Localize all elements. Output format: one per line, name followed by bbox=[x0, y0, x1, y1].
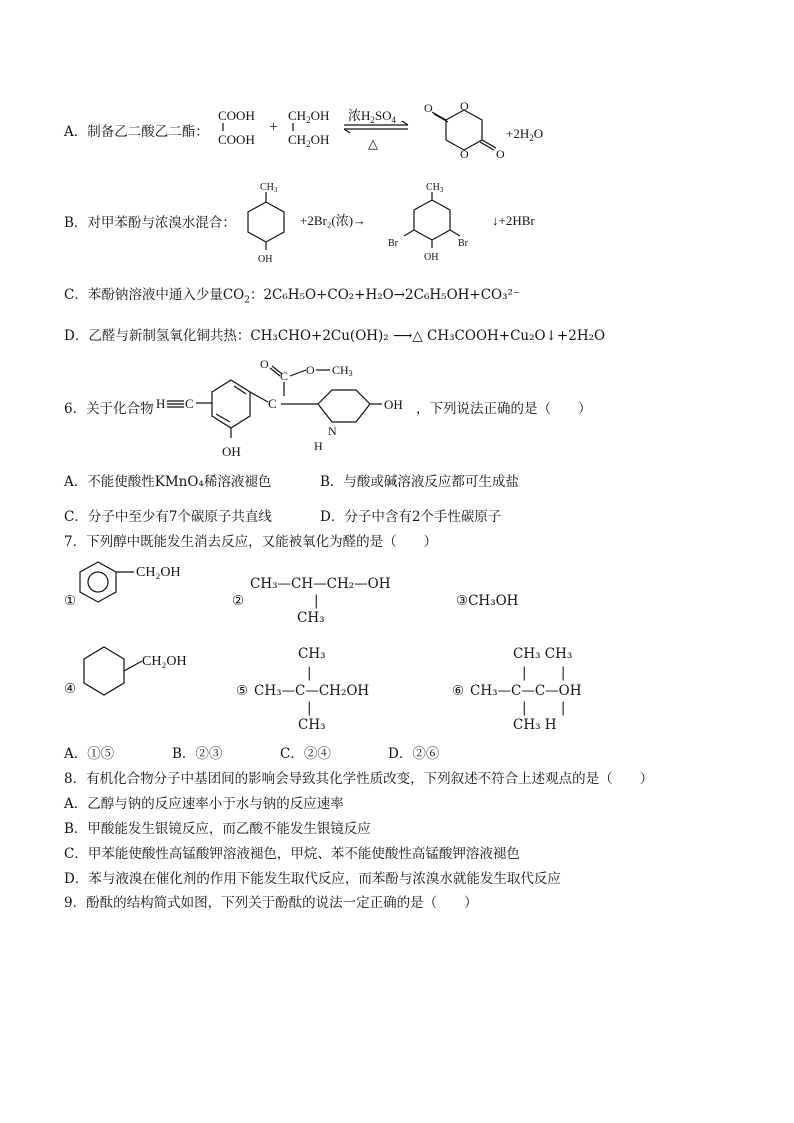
svg-text:OH: OH bbox=[258, 254, 273, 265]
q7-item-6-bond-bot: | | bbox=[522, 700, 566, 716]
svg-text:H: H bbox=[314, 439, 323, 453]
q7-item-1-benzyl-alcohol bbox=[76, 558, 216, 608]
svg-text:+2H2O: $+2H_2O$ bbox=[506, 126, 544, 143]
q7-item-6-num: ⑥ bbox=[452, 683, 465, 699]
svg-text:浓H2SO4: 浓$H_2SO_4$ bbox=[348, 108, 397, 125]
q7-item-5-bond-top: | bbox=[307, 665, 312, 681]
svg-text:C: C bbox=[280, 369, 289, 383]
q7-item-4-cyclohexylmethanol bbox=[80, 645, 220, 701]
q7-item-5-num: ⑤ bbox=[236, 683, 249, 699]
q5-option-b-label: B．对甲苯酚与浓溴水混合： bbox=[64, 215, 236, 231]
q8-option-c: C．甲苯能使酸性高锰酸钾溶液褪色，甲烷、苯不能使酸性高锰酸钾溶液褪色 bbox=[64, 846, 520, 862]
q8-option-a: A．乙醇与钠的反应速率小于水与钠的反应速率 bbox=[64, 796, 344, 812]
q7-item-5-top: CH₃ bbox=[298, 646, 326, 662]
svg-text:C: C bbox=[268, 396, 277, 411]
svg-text:C: C bbox=[185, 396, 194, 411]
q7-item-5-mid: CH₃—C—CH₂OH bbox=[254, 683, 370, 699]
q7-item-2-main: CH₃—CH—CH₂—OH bbox=[250, 576, 391, 592]
q8-stem: 8．有机化合物分子中基团间的影响会导致其化学性质改变，下列叙述不符合上述观点的是（ ） bbox=[64, 771, 654, 787]
svg-text:CH3: $CH_3$ bbox=[426, 182, 444, 194]
svg-text:O: O bbox=[260, 357, 269, 371]
q8-option-d: D．苯与液溴在催化剂的作用下能发生取代反应，而苯酚与浓溴水就能发生取代反应 bbox=[64, 871, 561, 887]
q7-item-2-num: ② bbox=[232, 593, 245, 609]
q7-item-6-mid: CH₃—C—C—OH bbox=[470, 683, 582, 699]
q6-option-d: D．分子中含有2个手性碳原子 bbox=[320, 509, 502, 525]
svg-text:+2Br₂(浓)→: +2Br₂(浓)→ bbox=[300, 213, 367, 228]
svg-text:CH3: CH3 bbox=[332, 363, 353, 378]
q7-option-a: A．①⑤ bbox=[64, 746, 115, 762]
oxalic-cooh-bottom: COOH bbox=[218, 132, 255, 147]
q7-item-5-bot: CH₃ bbox=[298, 717, 326, 733]
q6-stem-prefix: 6．关于化合物 bbox=[64, 401, 154, 417]
q7-item-6-bond-top: | | bbox=[522, 665, 566, 681]
q7-item-3: ③CH₃OH bbox=[456, 593, 519, 609]
svg-text:CH₂OH: CH₂OH bbox=[136, 565, 181, 580]
plus-sign: + bbox=[269, 119, 279, 136]
q7-item-5-bond-bot: | bbox=[307, 700, 312, 716]
q7-item-2-branch-bond: | bbox=[314, 593, 319, 609]
q5-b-reaction-diagram bbox=[238, 180, 568, 265]
svg-text:↓+2HBr: ↓+2HBr bbox=[492, 213, 535, 228]
svg-text:CH₂OH: CH₂OH bbox=[142, 654, 187, 669]
q5-option-c: C．苯酚钠溶液中通入少量$CO_2$：2C₆H₅O+CO₂+H₂O→2C₆H₅OH+CO₃²⁻ bbox=[64, 287, 521, 306]
q6-option-a: A．不能使酸性KMnO₄稀溶液褪色 bbox=[64, 474, 272, 490]
q7-item-4-num: ④ bbox=[64, 681, 77, 697]
q7-option-b: B．②③ bbox=[172, 746, 223, 762]
svg-text:Br: Br bbox=[458, 238, 468, 249]
svg-text:H: H bbox=[156, 396, 166, 411]
svg-text:O: O bbox=[460, 147, 469, 161]
q7-item-1-num: ① bbox=[64, 593, 77, 609]
q7-item-6-bot: CH₃ H bbox=[513, 717, 557, 733]
q5-option-a-label: A．制备乙二酸乙二酯： bbox=[64, 124, 209, 140]
q5-option-d: D．乙醛与新制氢氧化铜共热：CH₃CHO+2Cu(OH)₂ ⟶△ CH₃COOH+Cu₂O↓+2H₂O bbox=[64, 328, 606, 344]
svg-text:O: O bbox=[424, 101, 433, 115]
svg-text:O: O bbox=[460, 99, 469, 113]
svg-text:OH: OH bbox=[384, 397, 403, 412]
svg-text:N: N bbox=[328, 424, 337, 438]
q7-item-6-top: CH₃ CH₃ bbox=[513, 646, 573, 662]
svg-text:O: O bbox=[496, 147, 505, 161]
svg-text:Br: Br bbox=[388, 238, 398, 249]
svg-text:O: O bbox=[306, 363, 315, 377]
oxalic-cooh-top: COOH bbox=[218, 108, 255, 123]
svg-text:CH2OH: $CH_2OH$ bbox=[288, 108, 330, 125]
q9-stem: 9．酚酞的结构简式如图，下列关于酚酞的说法一定正确的是（ ） bbox=[64, 895, 478, 911]
q7-item-2-branch: CH₃ bbox=[297, 610, 325, 626]
q7-stem: 7．下列醇中既能发生消去反应，又能被氧化为醛的是（ ） bbox=[64, 534, 438, 550]
q7-option-d: D．②⑥ bbox=[388, 746, 440, 762]
q6-compound-structure bbox=[156, 358, 416, 458]
q6-option-c: C．分子中至少有7个碳原子共直线 bbox=[64, 509, 272, 525]
q5-a-reaction-diagram bbox=[214, 100, 574, 160]
svg-text:OH: OH bbox=[222, 444, 241, 459]
svg-text:△: △ bbox=[368, 136, 378, 151]
svg-text:OH: OH bbox=[424, 252, 439, 263]
q8-option-b: B．甲酸能发生银镜反应，而乙酸不能发生银镜反应 bbox=[64, 821, 371, 837]
q6-stem-suffix: ，下列说法正确的是（ ） bbox=[416, 401, 592, 417]
svg-text:CH3: $CH_3$ bbox=[260, 182, 278, 194]
svg-text:CH2OH: $CH_2OH$ bbox=[288, 132, 330, 149]
q7-option-c: C．②④ bbox=[280, 746, 331, 762]
q6-option-b: B．与酸或碱溶液反应都可生成盐 bbox=[320, 474, 519, 490]
